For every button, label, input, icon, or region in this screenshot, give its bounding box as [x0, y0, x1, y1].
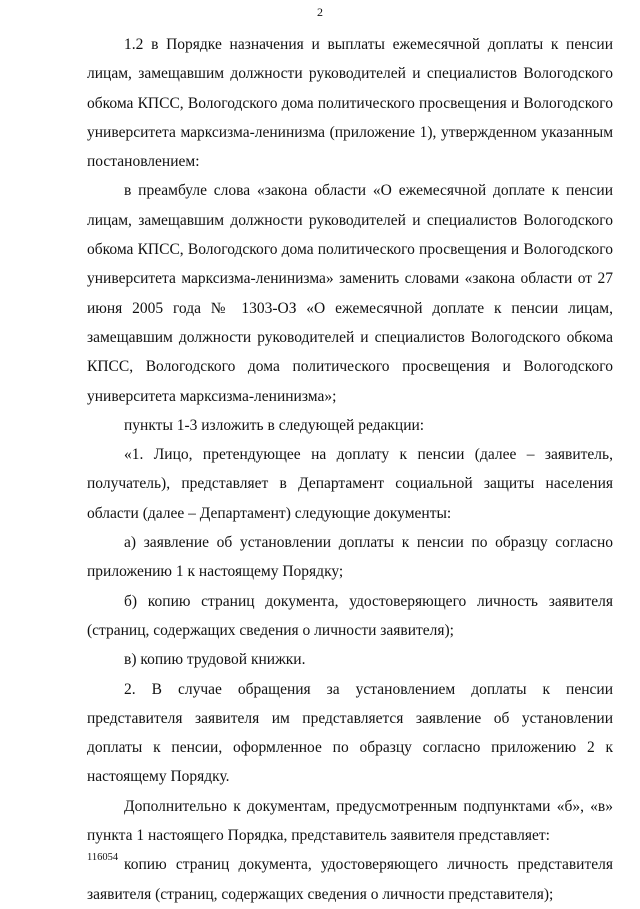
paragraph-additional-documents: Дополнительно к документам, предусмотренным подпунктами «б», «в» пункта 1 настоящего Порядка, представитель заявителя представляет:	[87, 797, 613, 845]
paragraph-point-2: 2. В случае обращения за установлением доплаты к пенсии представителя заявителя им представляется заявление об установлении доплаты к пенсии, оформленное по образцу согласно приложению 2 к настоящему Порядку.	[87, 680, 613, 786]
paragraph-subpoint-b: б) копию страниц документа, удостоверяющего личность заявителя (страниц, содержащих сведения о личности заявителя);	[87, 592, 613, 639]
paragraph-preamble-change: в преамбуле слова «закона области «О ежемесячной доплате к пенсии лицам, замещавшим должности руководителей и специалистов Вологодского обкома КПСС, Вологодского дома политического просвещения и Вологодского университета марксизма-ленинизма» заменить словами «закона области от 27 июня 2005 года № 1303-ОЗ «О ежемесячной доплате к пенсии лицам, замещавшим должности руководителей и специалистов Вологодского обкома КПСС, Вологодского дома политического просвещения и Вологодского университета марксизма-ленинизма»;	[87, 182, 613, 405]
document-body	[87, 30, 613, 909]
paragraph-point-1: «1. Лицо, претендующее на доплату к пенсии (далее – заявитель, получатель), представляет в Департамент социальной защиты населения области (далее – Департамент) следующие документы:	[87, 446, 613, 522]
document-code: 116054	[87, 852, 119, 863]
paragraph-representative-id-copy: копию страниц документа, удостоверяющего личность представителя заявителя (страниц, содержащих сведения о личности представителя);	[87, 856, 613, 903]
paragraph-points-1-3-intro: пункты 1-3 изложить в следующей редакции:	[124, 416, 425, 434]
paragraph-subpoint-v: в) копию трудовой книжки.	[124, 651, 306, 669]
paragraph-amendment-1-2: 1.2 в Порядке назначения и выплаты ежемесячной доплаты к пенсии лицам, замещавшим должности руководителей и специалистов Вологодского обкома КПСС, Вологодского дома политического просвещения и Вологодского университета марксизма-ленинизма (приложение 1), утвержденном указанным постановлением:	[87, 36, 613, 171]
page-number: 2	[317, 5, 323, 19]
paragraph-subpoint-a: а) заявление об установлении доплаты к пенсии по образцу согласно приложению 1 к настоящему Порядку;	[87, 534, 613, 581]
